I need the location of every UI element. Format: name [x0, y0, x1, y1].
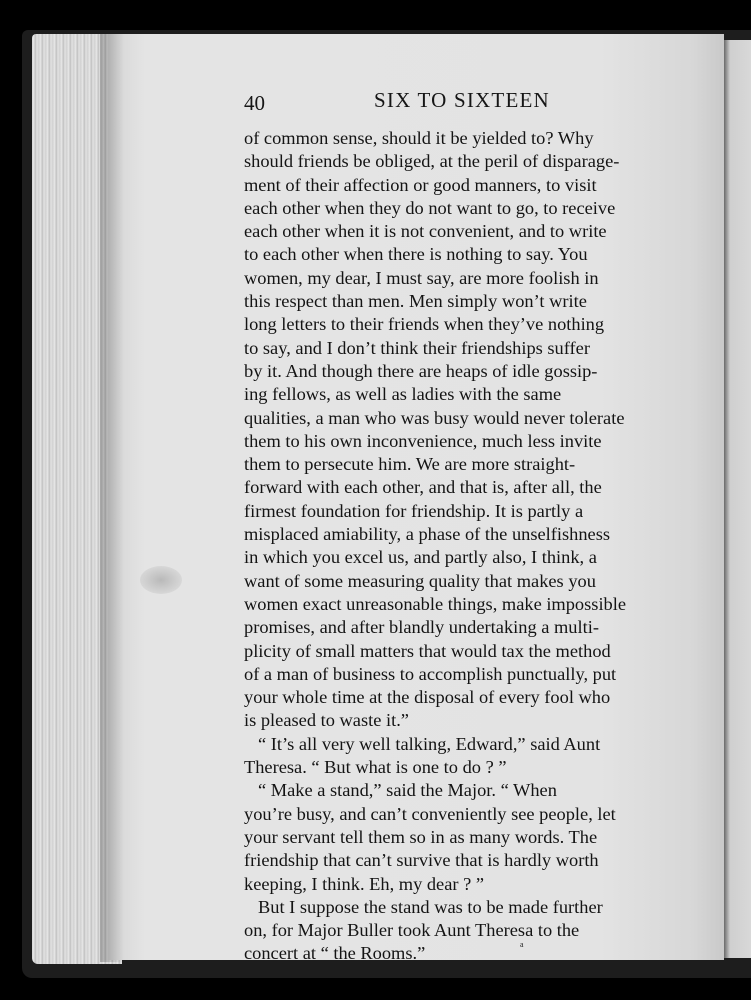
text-line: of common sense, should it be yielded to? Why [244, 128, 594, 148]
text-line: Theresa. “ But what is one to do ? ” [244, 757, 507, 778]
text-line: them to persecute him. We are more straight- [244, 454, 576, 475]
text-line: long letters to their friends when they’ve nothing [244, 314, 605, 335]
text-line: should friends be obliged, at the peril of disparage- [244, 151, 620, 172]
text-line: of a man of business to accomplish punctually, put [244, 663, 617, 684]
text-line: want of some measuring quality that makes you [244, 570, 596, 591]
text-line: misplaced amiability, a phase of the unselfishness [244, 524, 611, 545]
text-line: is pleased to waste it.” [244, 710, 409, 731]
page-number: 40 [244, 91, 265, 115]
page-body-text [244, 127, 684, 966]
gutter-shadow [100, 34, 124, 962]
text-line: forward with each other, and that is, after all, the [244, 477, 602, 498]
text-line: in which you excel us, and partly also, I think, a [244, 547, 597, 568]
text-line: ment of their affection or good manners, to visit [244, 174, 597, 195]
text-line: to say, and I don’t think their friendships suffer [244, 337, 590, 358]
text-line: each other when they do not want to go, to receive [244, 197, 616, 218]
text-line: to each other when there is nothing to say. You [244, 244, 588, 265]
text-line: you’re busy, and can’t conveniently see people, let [244, 803, 616, 824]
text-line: by it. And though there are heaps of idle gossip- [244, 360, 598, 381]
text-line: “ It’s all very well talking, Edward,” said Aunt [258, 733, 601, 754]
text-line: friendship that can’t survive that is hardly worth [244, 850, 599, 871]
text-line: your whole time at the disposal of every fool who [244, 687, 611, 708]
text-line: promises, and after blandly undertaking a multi- [244, 617, 599, 638]
page-smudge [140, 566, 182, 594]
printer-mark: a [520, 940, 524, 949]
text-line: your servant tell them so in as many words. The [244, 826, 598, 847]
text-line: on, for Major Buller took Aunt Theresa to the [244, 920, 580, 941]
text-line: qualities, a man who was busy would never tolerate [244, 407, 625, 428]
running-title: SIX TO SIXTEEN [374, 88, 550, 112]
text-line: women, my dear, I must say, are more foolish in [244, 267, 599, 288]
text-line: this respect than men. Men simply won’t write [244, 291, 587, 312]
text-line: them to his own inconvenience, much less invite [244, 430, 602, 451]
text-line: concert at “ the Rooms.” [244, 943, 426, 964]
text-line: ing fellows, as well as ladies with the same [244, 384, 562, 405]
text-line: keeping, I think. Eh, my dear ? ” [244, 873, 485, 894]
text-line: women exact unreasonable things, make impossible [244, 593, 627, 614]
text-line: each other when it is not convenient, and to write [244, 221, 607, 242]
text-line: plicity of small matters that would tax the method [244, 640, 611, 661]
text-line: firmest foundation for friendship. It is partly a [244, 500, 584, 521]
text-line: But I suppose the stand was to be made further [258, 896, 603, 917]
facing-page-edge [724, 40, 751, 958]
page-header [244, 88, 656, 117]
text-line: “ Make a stand,” said the Major. “ When [258, 780, 557, 801]
